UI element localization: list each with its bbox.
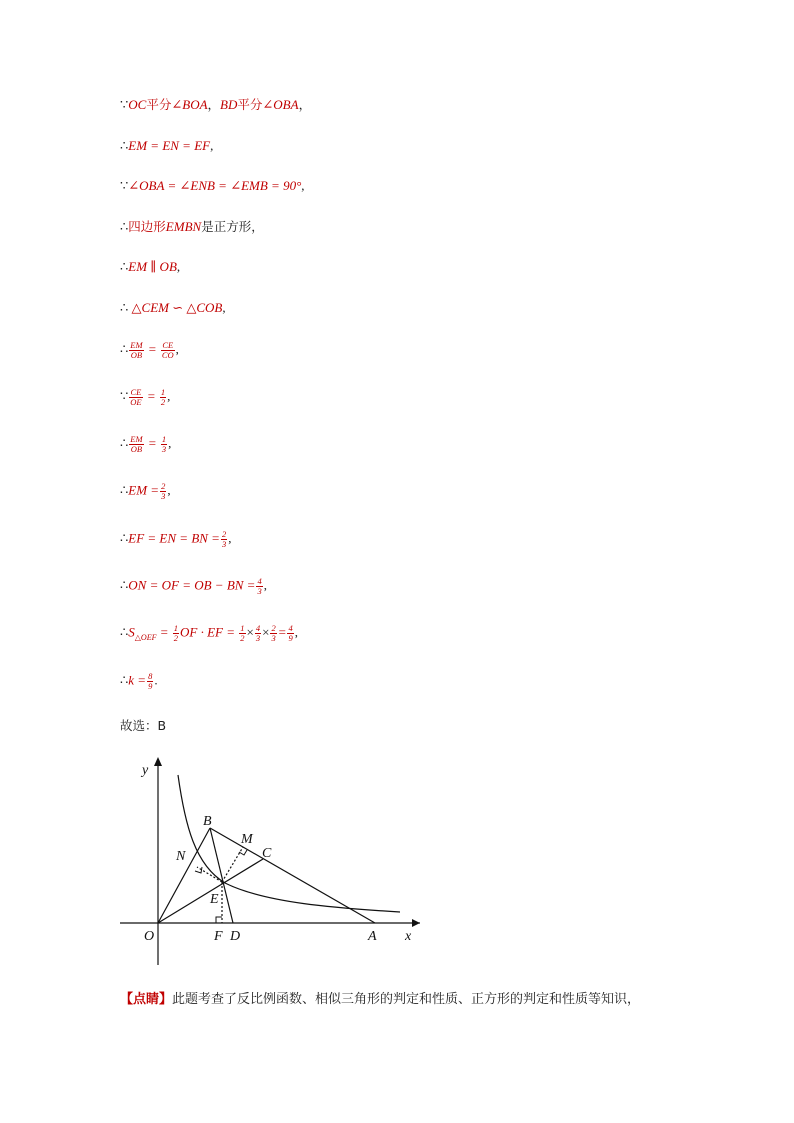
label-C: C	[262, 846, 272, 861]
solution-line-10: ∴EM = $\frac{2}{3}$ ,	[120, 481, 171, 501]
label-F: F	[214, 929, 223, 944]
x-axis-arrow-icon	[412, 919, 420, 927]
solution-line-13: $\therefore S_{\triangle OEF}$ = $\frac{1}{2}$ OF · EF = $\frac{1}{2}$ × $\frac{4}{3}$ × $\frac{2}{3}$ = $\frac{4}{9}$ ,	[120, 623, 298, 643]
label-N: N	[176, 849, 186, 864]
solution-line-11: ∴EF = EN = BN = $\frac{2}{3}$ ,	[120, 529, 232, 549]
solution-line-3: ∵∠OBA = ∠ENB = ∠EMB = 90°,	[120, 178, 305, 193]
solution-line-8: ∵ $\frac{CE}{OE}$ = $\frac{1}{2}$ ,	[120, 387, 171, 407]
solution-line-9: ∴ $\frac{EM}{OB}$ = $\frac{1}{3}$ ,	[120, 434, 172, 454]
geometry-figure	[115, 755, 425, 970]
label-D: D	[230, 929, 241, 944]
label-M: M	[241, 832, 253, 847]
solution-line-7: ∴ $\frac{EM}{OB}$ = $\frac{CE}{CO}$ ,	[120, 340, 179, 360]
solution-line-1: ∵OC平分∠BOA，BD平分∠OBA，	[120, 97, 312, 112]
label-y: y	[142, 763, 149, 778]
right-angle-F-icon	[216, 917, 222, 923]
segment-OB	[158, 828, 210, 923]
segment-BA	[210, 828, 375, 923]
segment-BD	[210, 828, 233, 923]
solution-line-6: ∴ △CEM ∽ △COB,	[120, 300, 226, 315]
solution-line-14: ∴k = $\frac{8}{9}$ .	[120, 671, 158, 691]
segment-OC	[158, 859, 263, 923]
solution-line-2: ∴EM = EN = EF,	[120, 138, 214, 153]
solution-line-12: ∴ON = OF = OB − BN = $\frac{4}{3}$ ,	[120, 576, 267, 596]
label-E: E	[210, 892, 219, 907]
solution-line-4: ∴四边形EMBN是正方形，	[120, 219, 264, 234]
label-O: O	[144, 929, 155, 944]
y-axis-arrow-icon	[154, 757, 162, 766]
key-point-text: 此题考查了反比例函数、相似三角形的判定和性质、正方形的判定和性质等知识，	[172, 992, 641, 1007]
label-x: x	[405, 929, 412, 944]
solution-line-5: ∴EM ∥ OB,	[120, 259, 181, 274]
key-point-tag: 【点睛】	[120, 992, 173, 1007]
key-point-note	[120, 988, 640, 1007]
label-B: B	[203, 814, 212, 829]
label-A: A	[368, 929, 377, 944]
answer-line: 故选：B	[120, 718, 167, 733]
